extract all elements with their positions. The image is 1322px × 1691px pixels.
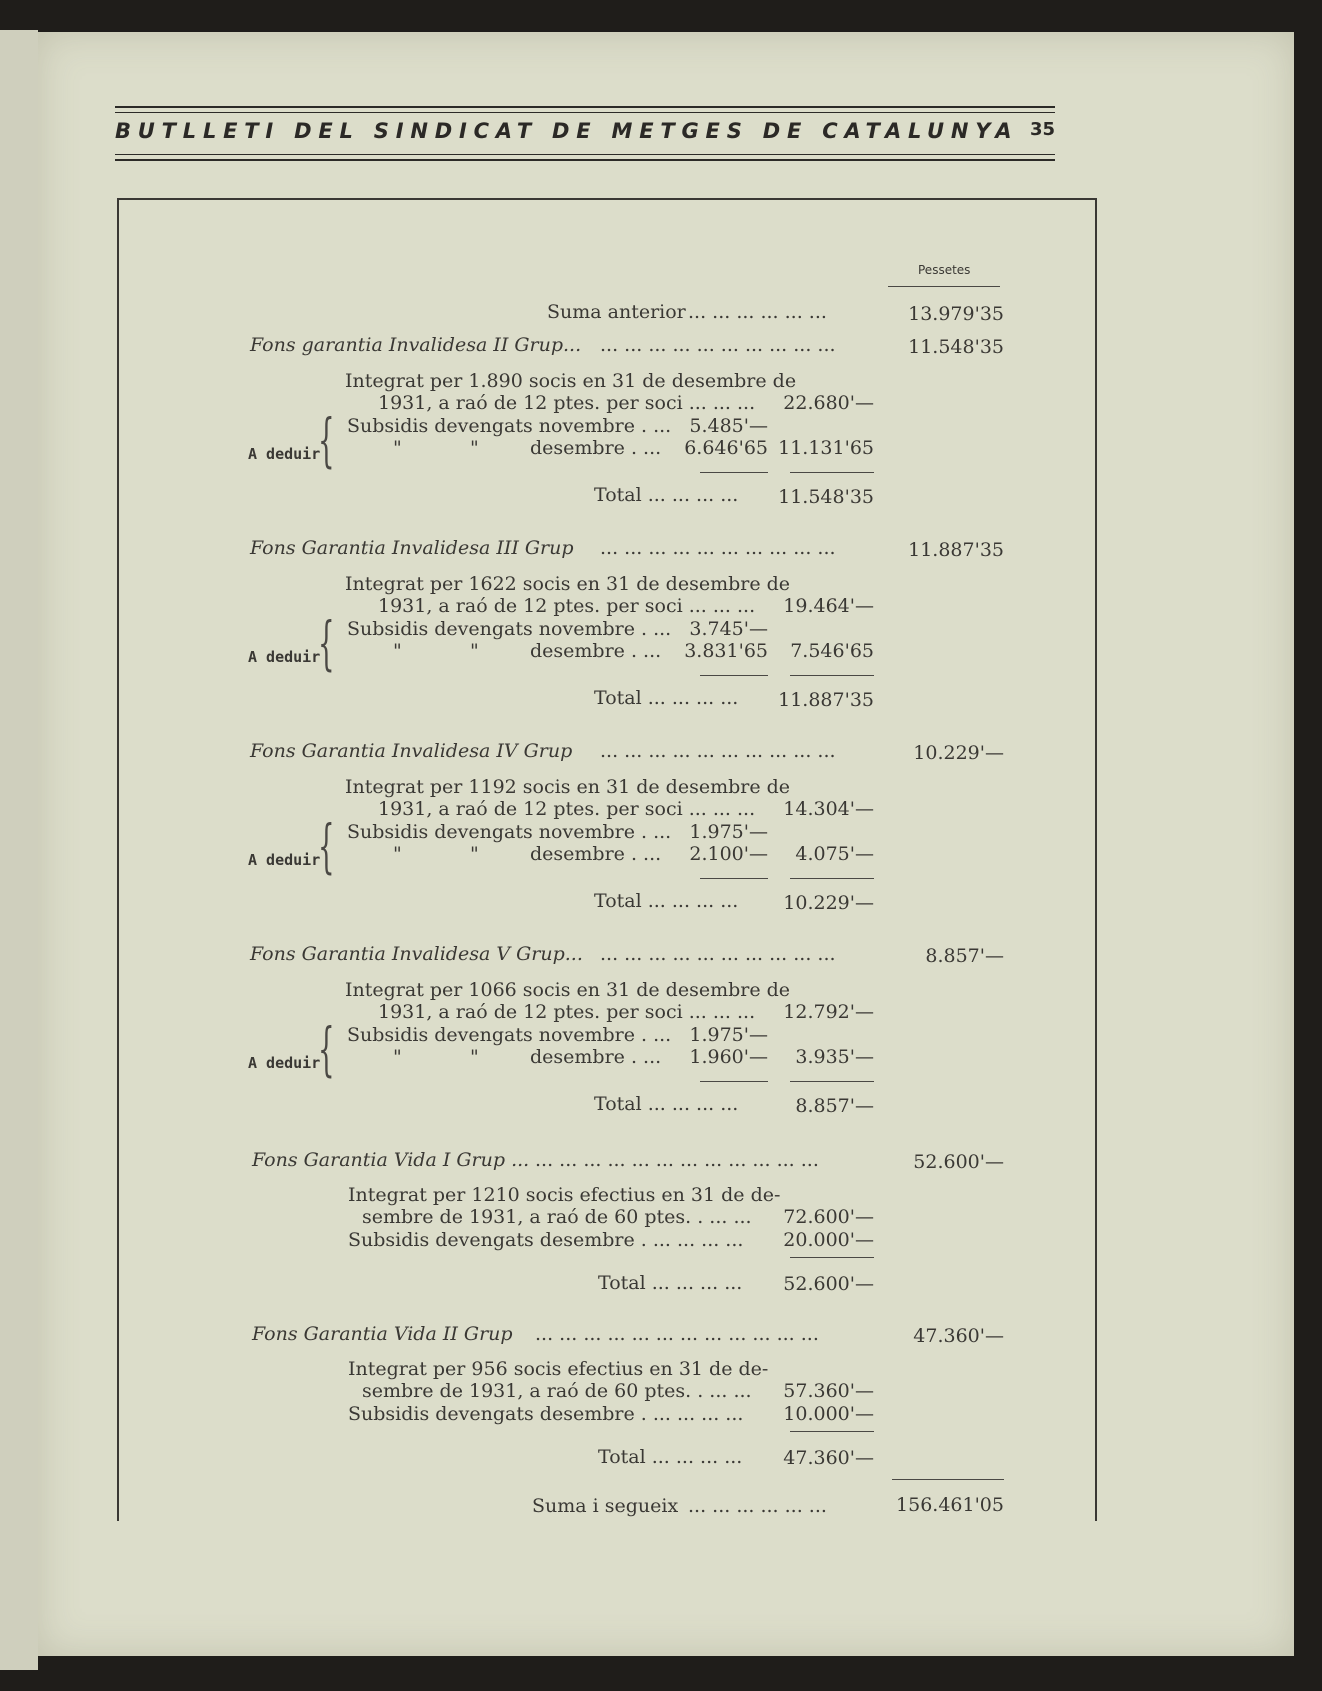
subtotal-rule (700, 878, 768, 879)
fund-line-value: 11.131'65 (778, 437, 874, 459)
fund-line-value: 4.075'— (795, 843, 874, 865)
fund-title-dots: ... ... ... ... ... ... ... ... ... ... (600, 740, 836, 762)
table-border (117, 198, 119, 1521)
total-value: 11.548'35 (778, 486, 874, 508)
fund-title-dots: ... ... ... ... ... ... ... ... ... ... ... ... (535, 1149, 819, 1171)
subtotal-rule (700, 1081, 768, 1082)
fund-value: 11.548'35 (908, 336, 1004, 358)
fund-line: Subsidis devengats novembre . ... (347, 415, 672, 437)
fund-line: desembre . ... (530, 640, 662, 662)
journal-title: BUTLLETI DEL SINDICAT DE METGES DE CATALUNYA (115, 119, 1019, 143)
subtotal-rule (790, 1431, 874, 1432)
fund-line-value: 14.304'— (783, 798, 874, 820)
subtotal-rule (790, 1257, 874, 1258)
total-value: 8.857'— (795, 1095, 874, 1117)
suma-anterior-dots: ... ... ... ... ... ... (688, 301, 827, 323)
fund-title: Fons Garantia Vida II Grup (252, 1323, 513, 1345)
fund-line: Integrat per 1210 socis efectius en 31 de de- (348, 1184, 781, 1206)
total-value: 11.887'35 (778, 689, 874, 711)
header-rule (115, 154, 1055, 155)
fund-line-value: 1.975'— (689, 821, 768, 843)
fund-line-value: 20.000'— (783, 1229, 874, 1251)
fund-line: sembre de 1931, a raó de 60 ptes. . ... ... (362, 1206, 752, 1228)
fund-line-value: 5.485'— (689, 415, 768, 437)
fund-line-value: 72.600'— (783, 1206, 874, 1228)
subtotal-rule (700, 675, 768, 676)
fund-value: 52.600'— (913, 1151, 1004, 1173)
total-label: Total ... ... ... ... (594, 890, 739, 912)
fund-line: Subsidis devengats desembre . ... ... ... ... (348, 1229, 744, 1251)
subtotal-rule (790, 1081, 874, 1082)
fund-line: Integrat per 1622 socis en 31 de desembre de (345, 573, 791, 595)
ditto-mark: " (470, 640, 479, 662)
subtotal-rule (790, 675, 874, 676)
total-label: Total ... ... ... ... (598, 1446, 743, 1468)
fund-line: Subsidis devengats novembre . ... (347, 1024, 672, 1046)
fund-line-value: 3.831'65 (684, 640, 768, 662)
ditto-mark: " (393, 843, 402, 865)
header-rule (115, 106, 1055, 108)
fund-line: Subsidis devengats desembre . ... ... ... ... (348, 1403, 744, 1425)
fund-line: Integrat per 1192 socis en 31 de desembre de (345, 776, 791, 798)
fund-line-value: 22.680'— (783, 392, 874, 414)
table-border (1095, 198, 1097, 1521)
fund-title-dots: ... ... ... ... ... ... ... ... ... ... ... ... (535, 1323, 819, 1345)
suma-segueix-label: Suma i segueix (532, 1495, 679, 1517)
fund-title-dots: ... ... ... ... ... ... ... ... ... ... (600, 334, 836, 356)
page-header (115, 106, 1055, 176)
fund-line-value: 12.792'— (783, 1001, 874, 1023)
fund-line: desembre . ... (530, 437, 662, 459)
fund-value: 11.887'35 (908, 539, 1004, 561)
ditto-mark: " (470, 843, 479, 865)
fund-line-value: 3.935'— (795, 1046, 874, 1068)
page-edge (0, 30, 38, 1670)
deduct-label: A deduir (248, 851, 321, 869)
fund-line: Subsidis devengats novembre . ... (347, 821, 672, 843)
total-label: Total ... ... ... ... (594, 687, 739, 709)
fund-line: Integrat per 1.890 socis en 31 de desembre de (345, 370, 797, 392)
ditto-mark: " (470, 1046, 479, 1068)
fund-line-value: 57.360'— (783, 1380, 874, 1402)
fund-line: Subsidis devengats novembre . ... (347, 618, 672, 640)
deduct-label: A deduir (248, 445, 321, 463)
total-value: 47.360'— (783, 1447, 874, 1469)
deduct-label: A deduir (248, 648, 321, 666)
header-rule (115, 159, 1055, 161)
suma-segueix-value: 156.461'05 (896, 1494, 1004, 1516)
suma-anterior-label: Suma anterior (547, 301, 686, 323)
fund-line: 1931, a raó de 12 ptes. per soci ... ... ... (378, 595, 756, 617)
brace-icon: { (318, 406, 335, 474)
page-number: 35 (1029, 119, 1055, 140)
ditto-mark: " (393, 1046, 402, 1068)
fund-line-value: 3.745'— (689, 618, 768, 640)
fund-line: Integrat per 1066 socis en 31 de desembre de (345, 979, 791, 1001)
subtotal-rule (700, 472, 768, 473)
fund-title-dots: ... ... ... ... ... ... ... ... ... ... (600, 943, 836, 965)
fund-line-value: 2.100'— (689, 843, 768, 865)
deduct-label: A deduir (248, 1054, 321, 1072)
fund-line-value: 1.975'— (689, 1024, 768, 1046)
fund-value: 47.360'— (913, 1325, 1004, 1347)
header-rule (115, 112, 1055, 113)
brace-icon: { (318, 812, 335, 880)
fund-line: 1931, a raó de 12 ptes. per soci ... ... ... (378, 1001, 756, 1023)
fund-title: Fons garantia Invalidesa II Grup... (250, 334, 582, 356)
fund-line: 1931, a raó de 12 ptes. per soci ... ... ... (378, 392, 756, 414)
fund-title: Fons Garantia Invalidesa V Grup... (250, 943, 583, 965)
column-header: Pessetes (918, 263, 971, 277)
suma-anterior-value: 13.979'35 (908, 303, 1004, 325)
fund-title-dots: ... ... ... ... ... ... ... ... ... ... (600, 537, 836, 559)
total-label: Total ... ... ... ... (594, 1093, 739, 1115)
fund-line-value: 10.000'— (783, 1403, 874, 1425)
ditto-mark: " (393, 640, 402, 662)
total-value: 10.229'— (783, 892, 874, 914)
final-rule (892, 1479, 1004, 1480)
fund-title: Fons Garantia Invalidesa IV Grup (250, 740, 573, 762)
table-border (117, 198, 1097, 200)
fund-line: sembre de 1931, a raó de 60 ptes. . ... ... (362, 1380, 752, 1402)
fund-line: desembre . ... (530, 843, 662, 865)
fund-title: Fons Garantia Invalidesa III Grup (250, 537, 574, 559)
column-rule (888, 286, 1000, 287)
fund-line: desembre . ... (530, 1046, 662, 1068)
total-value: 52.600'— (783, 1273, 874, 1295)
subtotal-rule (790, 472, 874, 473)
fund-title: Fons Garantia Vida I Grup ... (252, 1149, 530, 1171)
brace-icon: { (318, 609, 335, 677)
total-label: Total ... ... ... ... (594, 484, 739, 506)
total-label: Total ... ... ... ... (598, 1272, 743, 1294)
subtotal-rule (790, 878, 874, 879)
fund-value: 8.857'— (925, 945, 1004, 967)
ditto-mark: " (470, 437, 479, 459)
fund-line: Integrat per 956 socis efectius en 31 de de- (348, 1358, 769, 1380)
fund-line: 1931, a raó de 12 ptes. per soci ... ... ... (378, 798, 756, 820)
fund-line-value: 1.960'— (689, 1046, 768, 1068)
fund-value: 10.229'— (913, 742, 1004, 764)
ditto-mark: " (393, 437, 402, 459)
suma-segueix-dots: ... ... ... ... ... ... (688, 1495, 827, 1517)
brace-icon: { (318, 1015, 335, 1083)
fund-line-value: 7.546'65 (790, 640, 874, 662)
fund-line-value: 19.464'— (783, 595, 874, 617)
fund-line-value: 6.646'65 (684, 437, 768, 459)
